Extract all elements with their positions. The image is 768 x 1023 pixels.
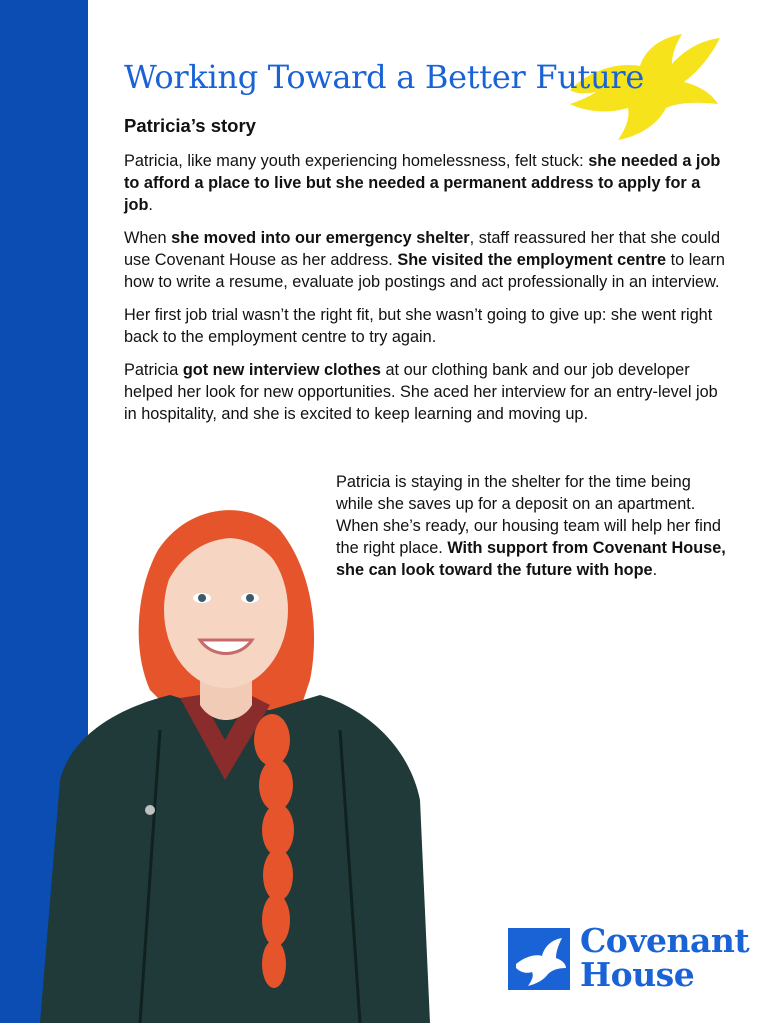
paragraph-3: Her first job trial wasn’t the right fit, but she wasn’t going to give up: she went right back to the employment centre to try again. bbox=[124, 306, 713, 346]
paragraph-1: Patricia, like many youth experiencing homelessness, felt stuck: she needed a job to afford a place to live but she needed a permanent address to apply for a job. bbox=[124, 152, 721, 214]
logo-line-2: House bbox=[580, 955, 695, 994]
logo-line-1: Covenant bbox=[580, 921, 750, 960]
story-body bbox=[124, 150, 728, 436]
paragraph-5: Patricia is staying in the shelter for the time being while she saves up for a deposit on an apartment. When she’s ready, our housing team will help her find the right place. With support from Covenant House, she can look toward the future with hope. bbox=[336, 473, 726, 579]
dove-logo-icon bbox=[508, 928, 570, 990]
portrait-photo bbox=[40, 480, 430, 1023]
covenant-house-logo bbox=[508, 921, 750, 994]
paragraph-2: When she moved into our emergency shelter, staff reassured her that she could use Covenant House as her address. She visited the employment centre to learn how to write a resume, evaluate job postings and act professionally in an interview. bbox=[124, 229, 725, 291]
page-title: Working Toward a Better Future bbox=[124, 58, 645, 96]
paragraph-4: Patricia got new interview clothes at our clothing bank and our job developer helped her look for new opportunities. She aced her interview for an entry-level job in hospitality, and she is excited to keep learning and moving up. bbox=[124, 361, 718, 423]
story-subtitle: Patricia’s story bbox=[124, 115, 256, 136]
